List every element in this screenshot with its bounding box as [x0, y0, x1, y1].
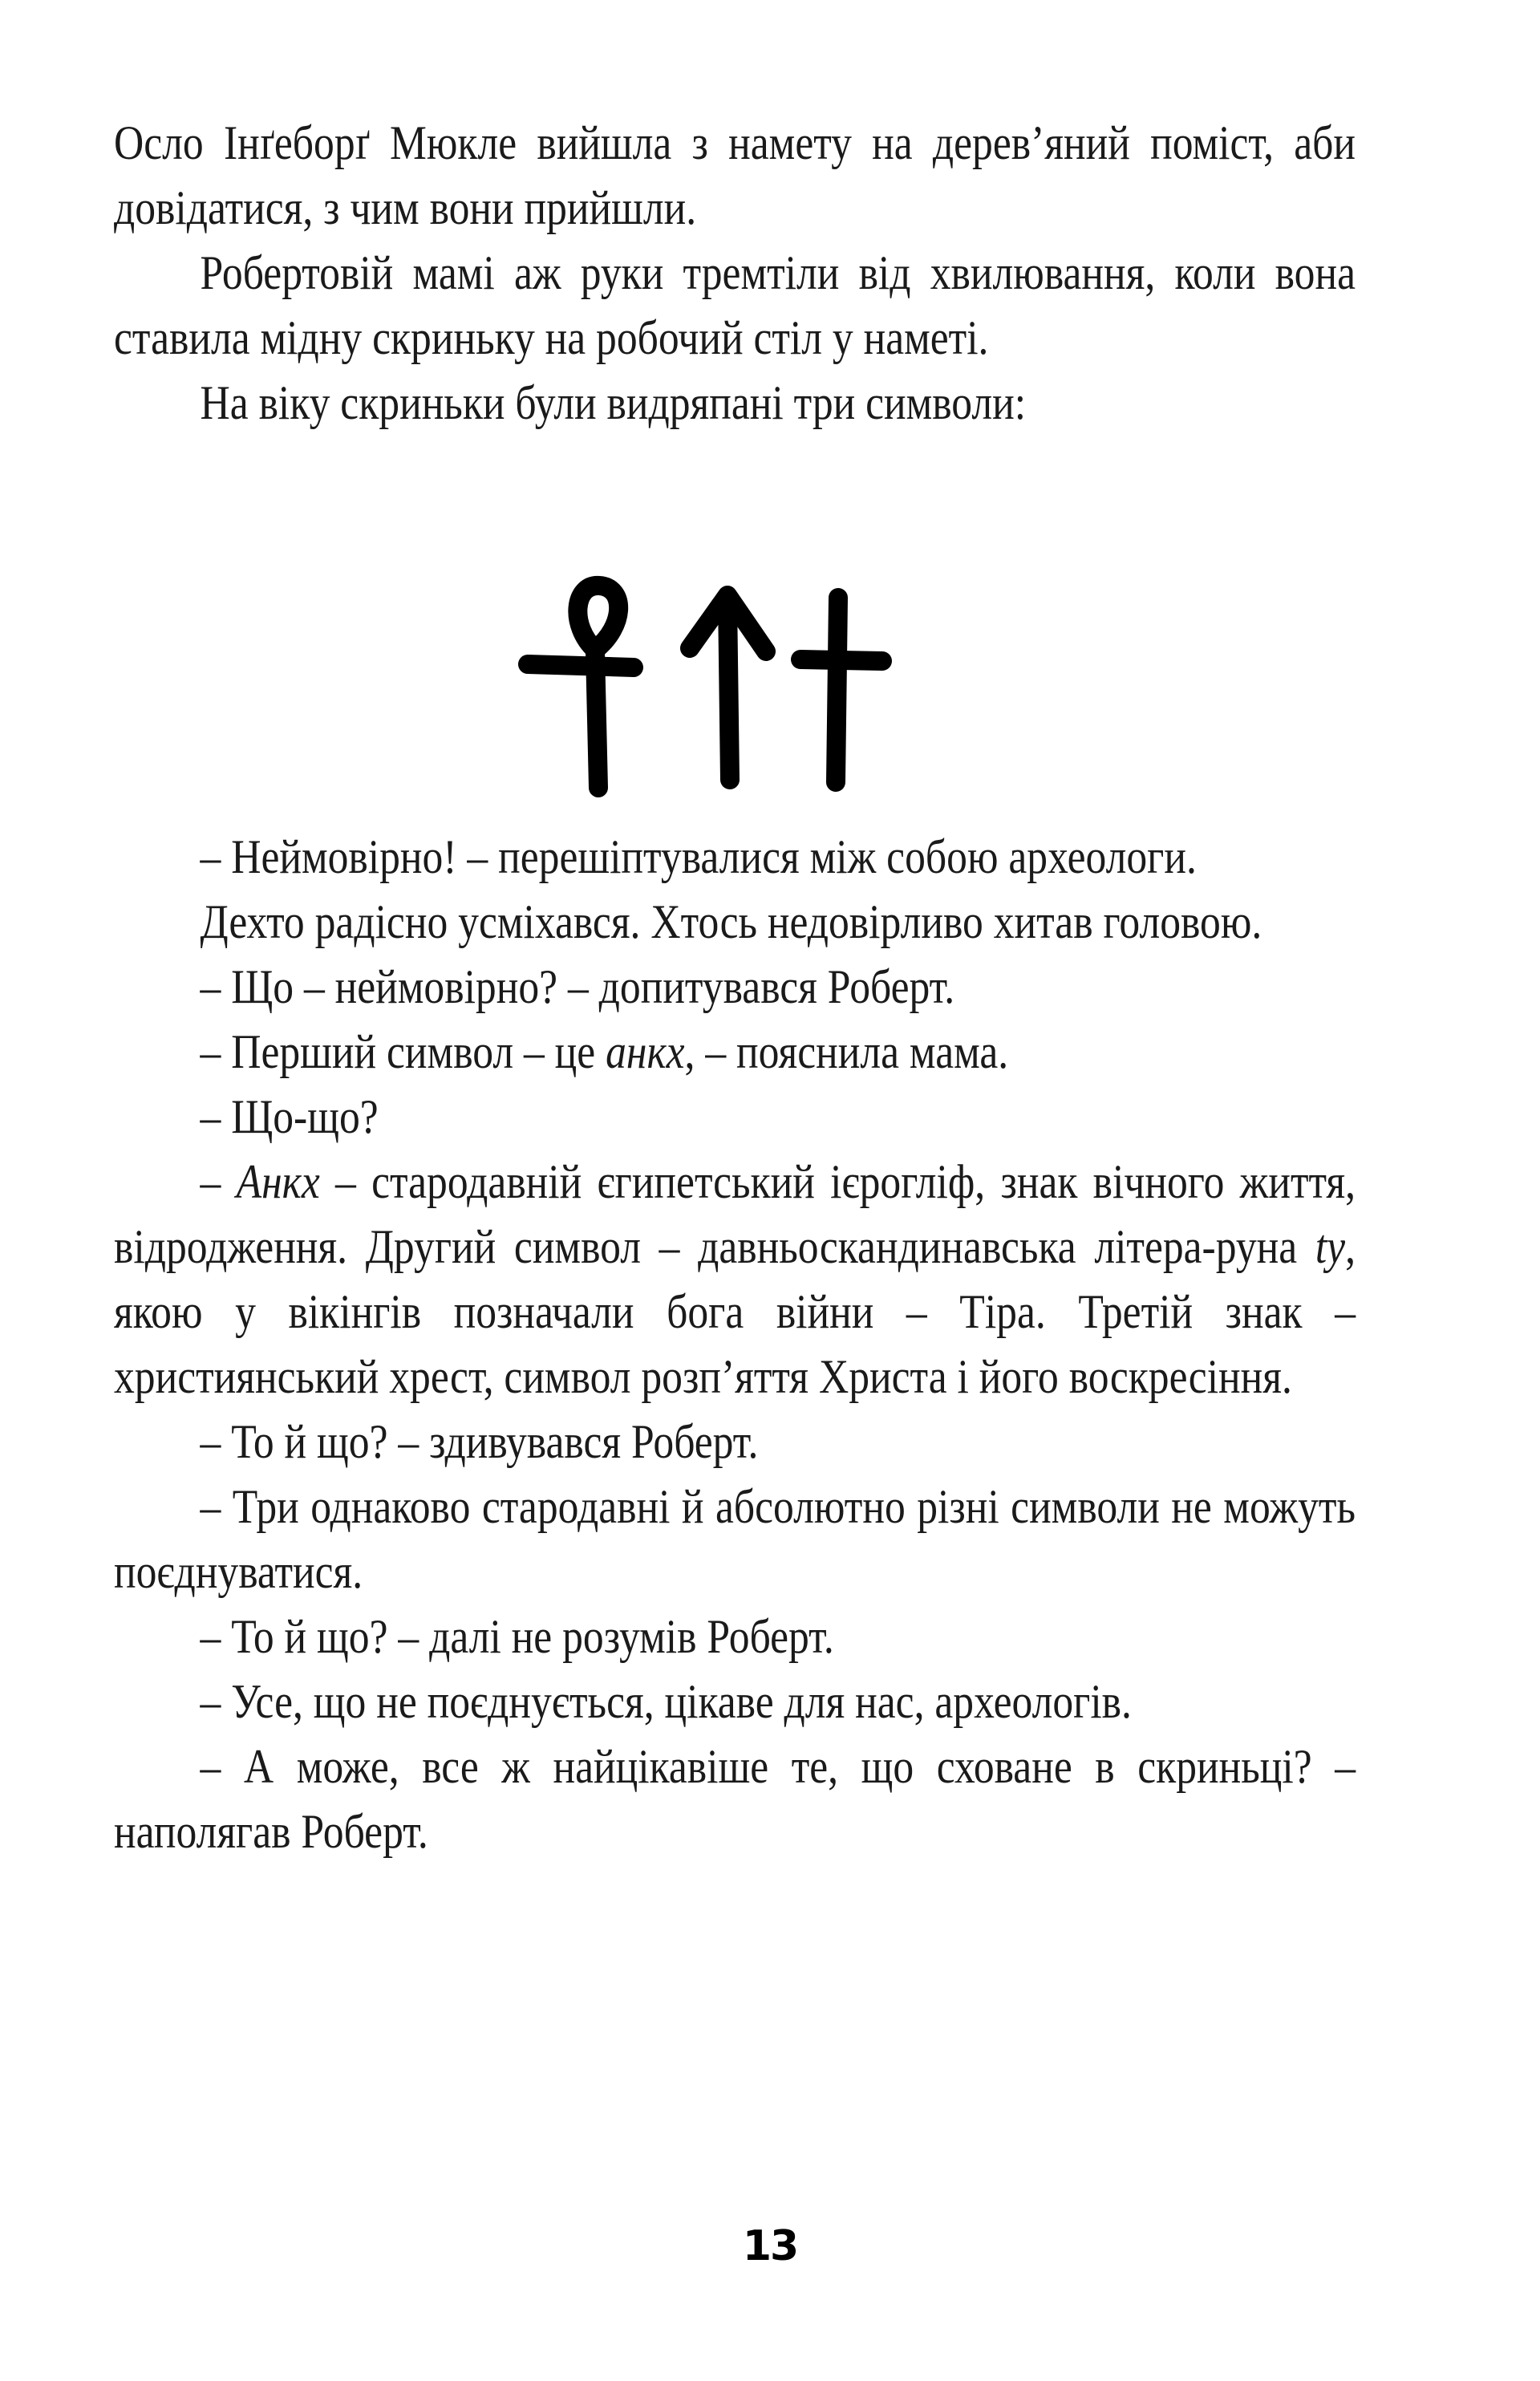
text: –	[200, 1155, 237, 1208]
ankh-symbol-icon	[528, 586, 634, 788]
paragraph: – Що-що?	[200, 1090, 379, 1143]
paragraph: – Три однаково стародавні й абсолютно різні символи не можуть поєднуватися.	[114, 1480, 1356, 1598]
text: , – пояснила мама.	[684, 1025, 1009, 1078]
paragraph: На віку скриньки були видряпані три символи:	[200, 376, 1027, 429]
paragraph: Осло Інґеборґ Мюкле вийшла з намету на дерев’яний поміст, аби довідатися, з чим вони прийшли.	[114, 116, 1356, 234]
cross-icon	[800, 598, 882, 782]
text: , якою у вікінгів позначали бога війни – Тіра. Третій знак – християнський хрест, символ розп’яття Христа і його воскресіння.	[114, 1220, 1356, 1403]
text-block-bottom	[114, 825, 1356, 1864]
tiwaz-rune-icon	[690, 595, 766, 780]
italic-term: ty	[1315, 1220, 1346, 1273]
paragraph: – То й що? – здивувався Роберт.	[200, 1415, 759, 1468]
text-block-top	[114, 111, 1356, 436]
paragraph: Робертовій мамі аж руки тремтіли від хвилювання, коли вона ставила мідну скриньку на робочий стіл у наметі.	[114, 246, 1356, 364]
paragraph: Дехто радісно усміхався. Хтось недовірливо хитав головою.	[200, 895, 1262, 948]
paragraph: – Усе, що не поєднується, цікаве для нас, археологів.	[200, 1675, 1132, 1728]
italic-term: Анкх	[236, 1155, 320, 1208]
paragraph: – Що – неймовірно? – допитувався Роберт.	[200, 960, 955, 1013]
paragraph	[114, 1150, 1356, 1410]
paragraph	[114, 1020, 1356, 1085]
page-number: 13	[742, 2222, 798, 2270]
italic-term: анкх	[606, 1025, 685, 1078]
symbols-illustration	[497, 562, 962, 802]
paragraph: – Неймовірно! – перешіптувалися між собою археологи.	[200, 830, 1197, 883]
text: – Перший символ – це	[200, 1025, 606, 1078]
text: – стародавній єгипетський ієрогліф, знак вічного життя, відродження. Другий символ – давньоскандинавська літера-руна	[114, 1155, 1356, 1273]
paragraph: – То й що? – далі не розумів Роберт.	[200, 1610, 834, 1663]
paragraph: – А може, все ж найцікавіше те, що сховане в скриньці? – наполягав Роберт.	[114, 1740, 1356, 1858]
